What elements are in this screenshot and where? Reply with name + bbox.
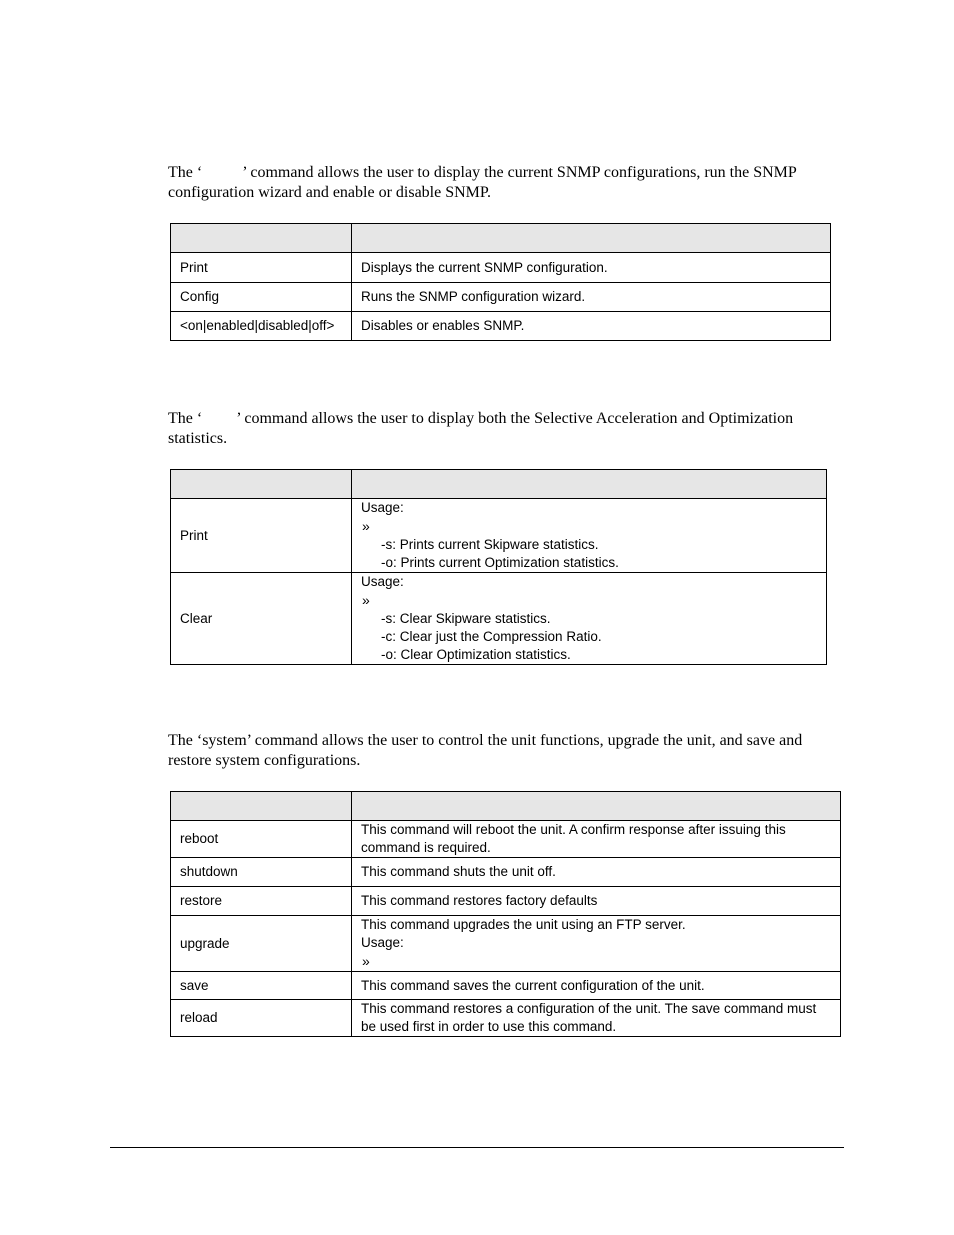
- system-options-table: [170, 791, 841, 1037]
- table-row: [171, 253, 831, 283]
- usage-line: -o: Clear Optimization statistics.: [381, 647, 571, 662]
- usage-line: -s: Prints current Skipware statistics.: [381, 537, 599, 552]
- system-intro: The ‘system’ command allows the user to control the unit functions, upgrade the unit, and save and restore system configurations.: [168, 732, 803, 769]
- table-row: [171, 916, 841, 972]
- description-cell: This command restores factory defaults: [352, 887, 841, 916]
- stats-intro: [168, 409, 844, 449]
- option-cell: reload: [171, 1000, 352, 1037]
- option-cell: Clear: [171, 573, 352, 665]
- description-cell: [352, 573, 827, 665]
- table-header-row: [171, 792, 841, 821]
- table-row: [171, 499, 827, 573]
- table-row: [171, 283, 831, 312]
- usage-line: -o: Prints current Optimization statistics.: [381, 555, 619, 570]
- description-cell: This command saves the current configuration of the unit.: [352, 972, 841, 1000]
- footer-divider: [110, 1147, 844, 1148]
- option-cell: Print: [171, 499, 352, 573]
- table-header-row: [171, 470, 827, 499]
- option-cell: Print: [171, 253, 352, 283]
- table-header-row: [171, 224, 831, 253]
- option-cell: shutdown: [171, 858, 352, 887]
- description-cell: This command shuts the unit off.: [352, 858, 841, 887]
- table-row: [171, 1000, 841, 1037]
- table-row: [171, 821, 841, 858]
- description-cell: This command will reboot the unit. A confirm response after issuing this command is required.: [352, 821, 841, 858]
- description-text: This command upgrades the unit using an FTP server.: [361, 917, 686, 932]
- option-cell: reboot: [171, 821, 352, 858]
- column-header-option: [171, 470, 352, 499]
- stats-options-table: [170, 469, 827, 665]
- table-row: [171, 972, 841, 1000]
- option-cell: <on|enabled|disabled|off>: [171, 312, 352, 341]
- option-cell: restore: [171, 887, 352, 916]
- option-cell: save: [171, 972, 352, 1000]
- table-row: [171, 858, 841, 887]
- description-cell: Runs the SNMP configuration wizard.: [352, 283, 831, 312]
- chevron-right-icon: »: [362, 953, 370, 969]
- snmp-intro-post: ’ command allows the user to display the current SNMP configurations, run the SNMP configuration wizard and enable or disable SNMP.: [168, 164, 797, 201]
- option-cell: upgrade: [171, 916, 352, 972]
- column-header-option: [171, 792, 352, 821]
- description-cell: [352, 499, 827, 573]
- description-cell: [352, 916, 841, 972]
- stats-intro-post: ’ command allows the user to display both the Selective Acceleration and Optimization statistics.: [168, 410, 794, 447]
- table-row: [171, 573, 827, 665]
- column-header-description: [352, 224, 831, 253]
- column-header-description: [352, 470, 827, 499]
- snmp-intro-pre: The ‘: [168, 164, 203, 181]
- description-cell: Disables or enables SNMP.: [352, 312, 831, 341]
- description-cell: This command restores a configuration of the unit. The save command must be used first in order to use this command.: [352, 1000, 841, 1037]
- usage-line: -s: Clear Skipware statistics.: [381, 611, 551, 626]
- table-row: [171, 312, 831, 341]
- table-row: [171, 887, 841, 916]
- column-header-description: [352, 792, 841, 821]
- usage-label: Usage:: [361, 500, 404, 515]
- stats-intro-pre: The ‘: [168, 410, 203, 427]
- usage-label: Usage:: [361, 935, 404, 950]
- column-header-option: [171, 224, 352, 253]
- description-cell: Displays the current SNMP configuration.: [352, 253, 831, 283]
- snmp-intro: [168, 163, 844, 203]
- chevron-right-icon: »: [362, 518, 370, 534]
- usage-label: Usage:: [361, 574, 404, 589]
- option-cell: Config: [171, 283, 352, 312]
- usage-line: -c: Clear just the Compression Ratio.: [381, 629, 602, 644]
- snmp-options-table: [170, 223, 831, 341]
- chevron-right-icon: »: [362, 592, 370, 608]
